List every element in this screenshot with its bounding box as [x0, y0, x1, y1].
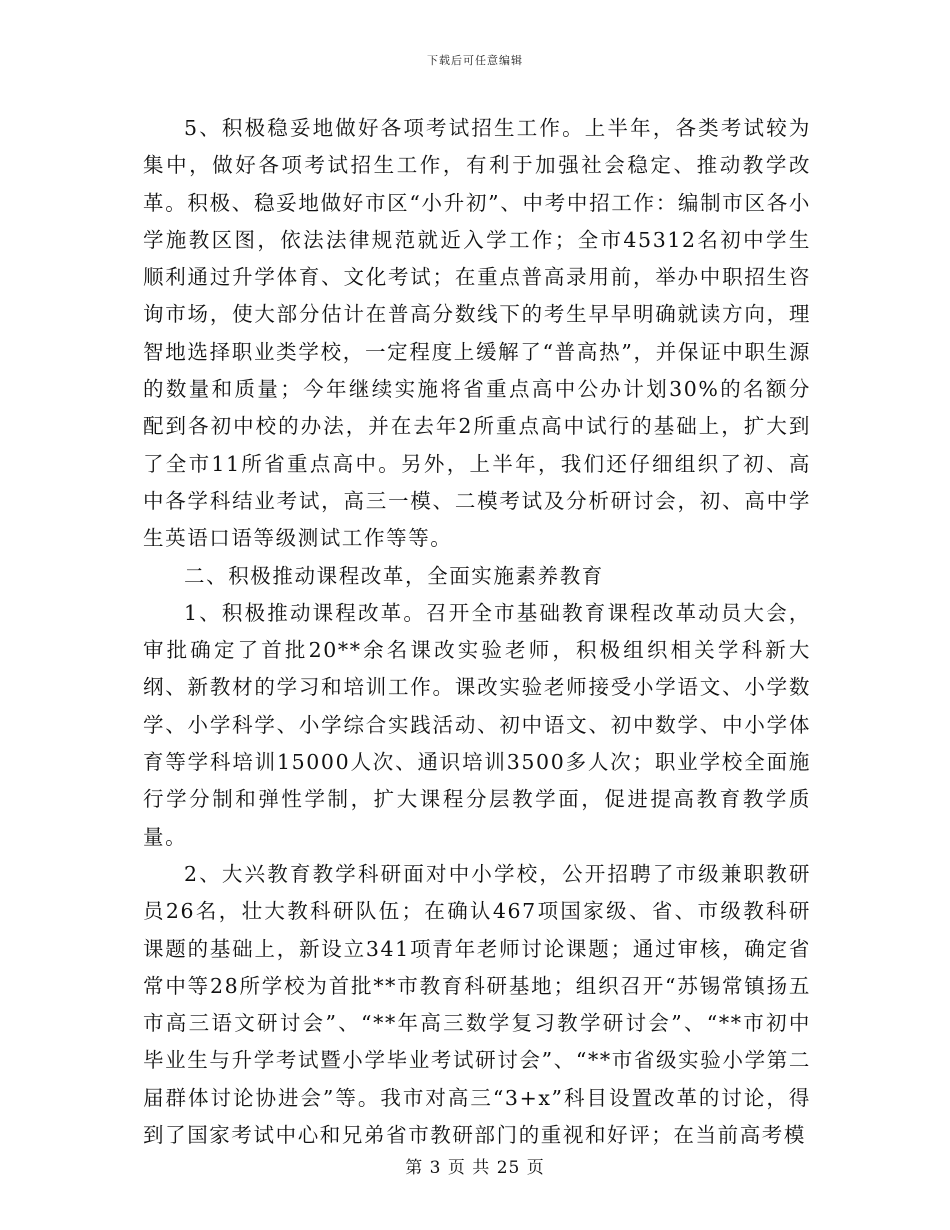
- section-heading-curriculum-reform: 二、积极推动课程改革，全面实施素养教育: [184, 563, 604, 588]
- paragraph-exam-enrollment: 5、积极稳妥地做好各项考试招生工作。上半年，各类考试较为集中，做好各项考试招生工作，有利于加强社会稳定、推动教学改革。积极、稳妥地做好市区“小升初”、中考中招工作：编制市区各小学施教区图，依法法律规范就近入学工作；全市45312名初中学生顺利通过升学体育、文化考试；在重点普高录用前，举办中职招生咨询市场，使大部分估计在普高分数线下的考生早早明确就读方向，理智地选择职业类学校，一定程度上缓解了“普高热”，并保证中职生源的数量和质量；今年继续实施将省重点高中公办计划30%的名额分配到各初中校的办法，并在去年2所重点高中试行的基础上，扩大到了全市11所省重点高中。另外，上半年，我们还仔细组织了初、高中各学科结业考试，高三一模、二模考试及分析研讨会，初、高中学生英语口语等级测试工作等等。: [143, 116, 811, 551]
- page-header-note: 下载后可任意编辑: [427, 54, 523, 67]
- document-body: [143, 110, 811, 1154]
- page-number-footer: 第 3 页 共 25 页: [405, 1158, 545, 1178]
- paragraph-curriculum-reform: 1、积极推动课程改革。召开全市基础教育课程改革动员大会，审批确定了首批20**余名课改实验老师，积极组织相关学科新大纲、新教材的学习和培训工作。课改实验老师接受小学语文、小学数学、小学科学、小学综合实践活动、初中语文、初中数学、中小学体育等学科培训15000人次、通识培训3500多人次；职业学校全面施行学分制和弹性学制，扩大课程分层教学面，促进提高教育教学质量。: [143, 600, 811, 849]
- paragraph-teaching-research: 2、大兴教育教学科研面对中小学校，公开招聘了市级兼职教研员26名，壮大教科研队伍；在确认467项国家级、省、市级教科研课题的基础上，新设立341项青年老师讨论课题；通过审核，确定省常中等28所学校为首批**市教育科研基地；组织召开“苏锡常镇扬五市高三语文研讨会”、“**年高三数学复习教学研讨会”、“**市初中毕业生与升学考试暨小学毕业考试研讨会”、“**市省级实验小学第二届群体讨论协进会”等。我市对高三“3+x”科目设置改革的讨论，得到了国家考试中心和兄弟省市教研部门的重视和好评；在当前高考模: [143, 861, 811, 1148]
